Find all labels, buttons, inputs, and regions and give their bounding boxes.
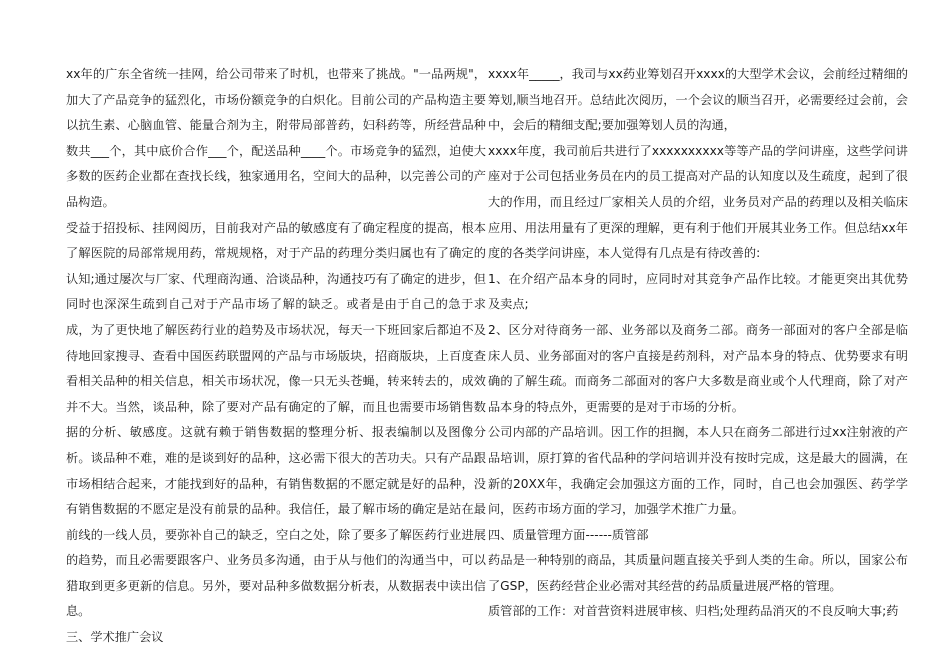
right-paragraph-gsp: 药品是一种特别的商品，其质量问题直接关乎到人类的生命。所以，国家公布了GSP，医药经营企业必需对其经营的药品质量进展严格的管理。 [488, 553, 908, 593]
section-heading-academic-promotion: 三、学术推广会议 [66, 630, 164, 645]
section-heading-quality-management: 四、质量管理方面------质管部 [488, 527, 649, 542]
left-paragraph-2: 受益于招投标、挂网阅历，目前我对产品的敏感度有了确定程度的提高，根本了解医院的局部常规用药，常规规格，对于产品的药理分类归属也有了确定的认知;通过屡次与厂家、代理商沟通、洽谈品种，沟通技巧有了确定的进步，但同时也深深生疏到自己对于产品市场了解的缺乏。或者是由于自己的急于求成，为了更快地了解医药行业的趋势及市场状况，每天一下班回家后都迫不及待地回家搜寻、查看中国医药联盟网的产品与市场版块，招商版块，上百度查看相关品种的相关信息，相关市场状况，像一只无头苍蝇，转来转去的，成效并不大。当然，谈品种，除了要对产品有确定的了解，而且也需要市场销售数据的分析、敏感度。这就有赖于销售数据的整理分析、报表编制以及图像分析。谈品种不难，难的是谈到好的品种，这必需下很大的苦功夫。只有产品跟市场相结合起来，才能找到好的品种，有销售数据的不愿定就是好的品种，没有销售数据的不愿定是没有前景的品种。我信任，最了解市场的确定是站在最前线的一线人员，要弥补自己的缺乏，空白之处，除了要多了解医药行业进展的趋势，而且必需要跟客户、业务员多沟通，由于从与他们的沟通当中，可以猎取到更多更新的信息。另外，要对品种多做数据分析表，从数据表中读出信息。 [66, 220, 486, 619]
right-list-item-2: 2、区分对待商务一部、业务部以及商务二部。商务一部面对的客户全部是临床人员、业务部面对的客户直接是药剂科，对产品本身的特点、优势要求有明确的了解生疏。而商务二部面对的客户大多数是商业或个人代理商，除了对产品本身的特点外，更需要的是对于市场的分析。 [488, 322, 908, 414]
right-column [488, 62, 908, 625]
right-list-item-1: 1、在介绍产品本身的同时，应同时对其竞争产品作比较。才能更突出其优势及卖点; [488, 271, 908, 312]
right-paragraph-qa-dept: 质管部的工作：对首营资料进展审核、归档;处理药品消灭的不良反响大事;药 [488, 604, 899, 619]
left-column [66, 62, 486, 651]
right-paragraph-1: xxxx年_____，我司与xx药业筹划召开xxxx的大型学术会议，会前经过精细的筹划,顺当地召开。总结此次阅历，一个会议的顺当召开，必需要经过会前，会中，会后的精细支配;要加强筹划人员的沟通， [488, 67, 908, 133]
right-paragraph-training: 公司内部的产品培训。因工作的担搁，本人只在商务二部进行过xx注射液的产品培训，原打算的省代品种的学问培训并没有按时完成，这是最大的圆满，在新的20XX年，我确定会加强这方面的工作，同时，自己也会加强医、药学学问，医药市场方面的学习，加强学术推广力量。 [488, 425, 908, 517]
left-paragraph-1: xx年的广东全省统一挂网，给公司带来了时机，也带来了挑战。"一品两规"，加大了产品竞争的猛烈化，市场份额竞争的白炽化。目前公司的产品构造主要以抗生素、心脑血管、能量合剂为主，附带局部普药，妇科药等，所经营品种数共___个，其中底价合作___个，配送品种____个。市场竞争的猛烈，迫使大多数的医药企业都在查找长线，独家通用名，空间大的品种，以完善公司的产品构造。 [66, 67, 486, 209]
right-paragraph-2: xxxx年度，我司前后共进行了xxxxxxxxxx等等产品的学问讲座，这些学问讲座对于公司包括业务员在内的员工提高对产品的认知度以及生疏度，起到了很大的作用，而且经过厂家相关人员的介绍，业务员对产品的药理以及相关临床应用、用法用量有了更深的理解，更有利于他们开展其业务工作。但总结xx年度的各类学问讲座，本人觉得有几点是有待改善的: [488, 143, 908, 261]
